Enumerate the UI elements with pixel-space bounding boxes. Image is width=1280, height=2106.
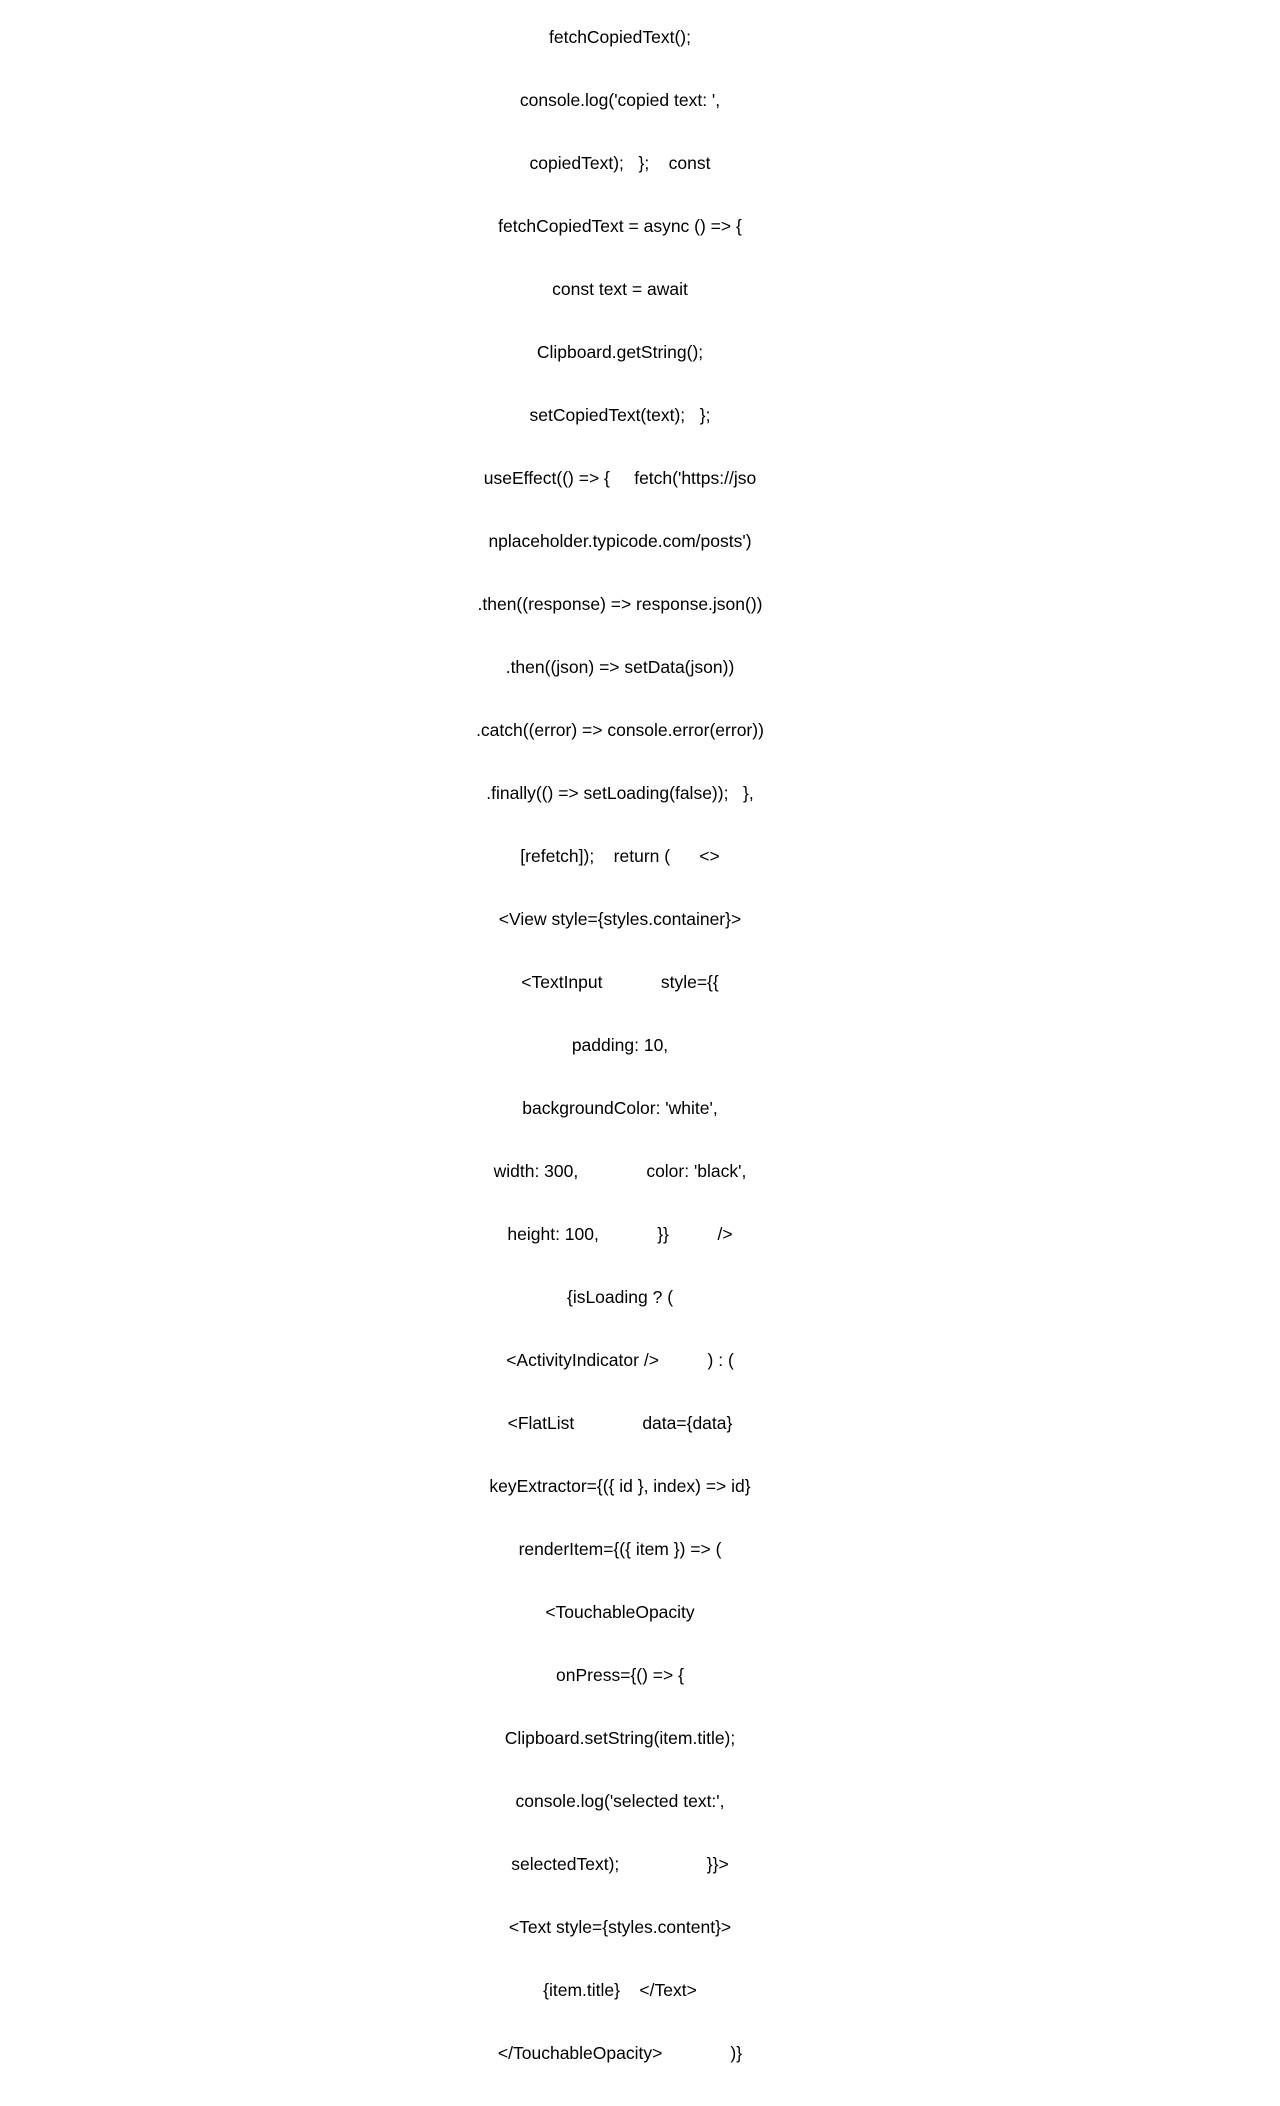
code-line: [refetch]); return ( <> [520, 846, 720, 866]
code-line: {isLoading ? ( [566, 1287, 674, 1307]
code-line: fetchCopiedText = async () => { [498, 216, 742, 236]
code-line: height: 100, }} /> [507, 1224, 733, 1244]
code-line: <View style={styles.container}> [498, 909, 742, 929]
code-line: <TouchableOpacity [545, 1602, 695, 1622]
code-line: Clipboard.getString(); [536, 342, 704, 362]
code-text-block [390, 0, 850, 2106]
code-line: console.log('selected text:', [515, 1791, 725, 1811]
code-line: .then((json) => setData(json)) [505, 657, 735, 677]
code-line: <Text style={styles.content}> [508, 1917, 732, 1937]
code-line: onPress={() => { [556, 1665, 684, 1685]
code-line: .then((response) => response.json()) [477, 594, 763, 614]
code-line: .catch((error) => console.error(error)) [476, 720, 764, 740]
code-line: Clipboard.setString(item.title); [504, 1728, 736, 1748]
code-line: const text = await [552, 279, 688, 299]
code-line: fetchCopiedText(); [548, 27, 691, 47]
code-line: nplaceholder.typicode.com/posts') [488, 531, 752, 551]
code-line: .finally(() => setLoading(false)); }, [486, 783, 754, 803]
code-line: console.log('copied text: ', [519, 90, 721, 110]
code-line: selectedText); }}> [511, 1854, 729, 1874]
code-line: padding: 10, [571, 1035, 669, 1055]
code-line: keyExtractor={({ id }, index) => id} [489, 1476, 751, 1496]
code-line: <TextInput style={{ [521, 972, 719, 992]
code-line: </TouchableOpacity> )} [497, 2043, 743, 2063]
code-line: width: 300, color: 'black', [493, 1161, 747, 1181]
code-line: copiedText); }; const [529, 153, 711, 173]
code-line: <FlatList data={data} [507, 1413, 733, 1433]
code-line: <ActivityIndicator /> ) : ( [506, 1350, 734, 1370]
code-line: useEffect(() => { fetch('https://jso [483, 468, 757, 488]
code-line: renderItem={({ item }) => ( [518, 1539, 722, 1559]
code-line: {item.title} </Text> [543, 1980, 697, 2000]
code-line: setCopiedText(text); }; [529, 405, 711, 425]
code-line: backgroundColor: 'white', [522, 1098, 718, 1118]
